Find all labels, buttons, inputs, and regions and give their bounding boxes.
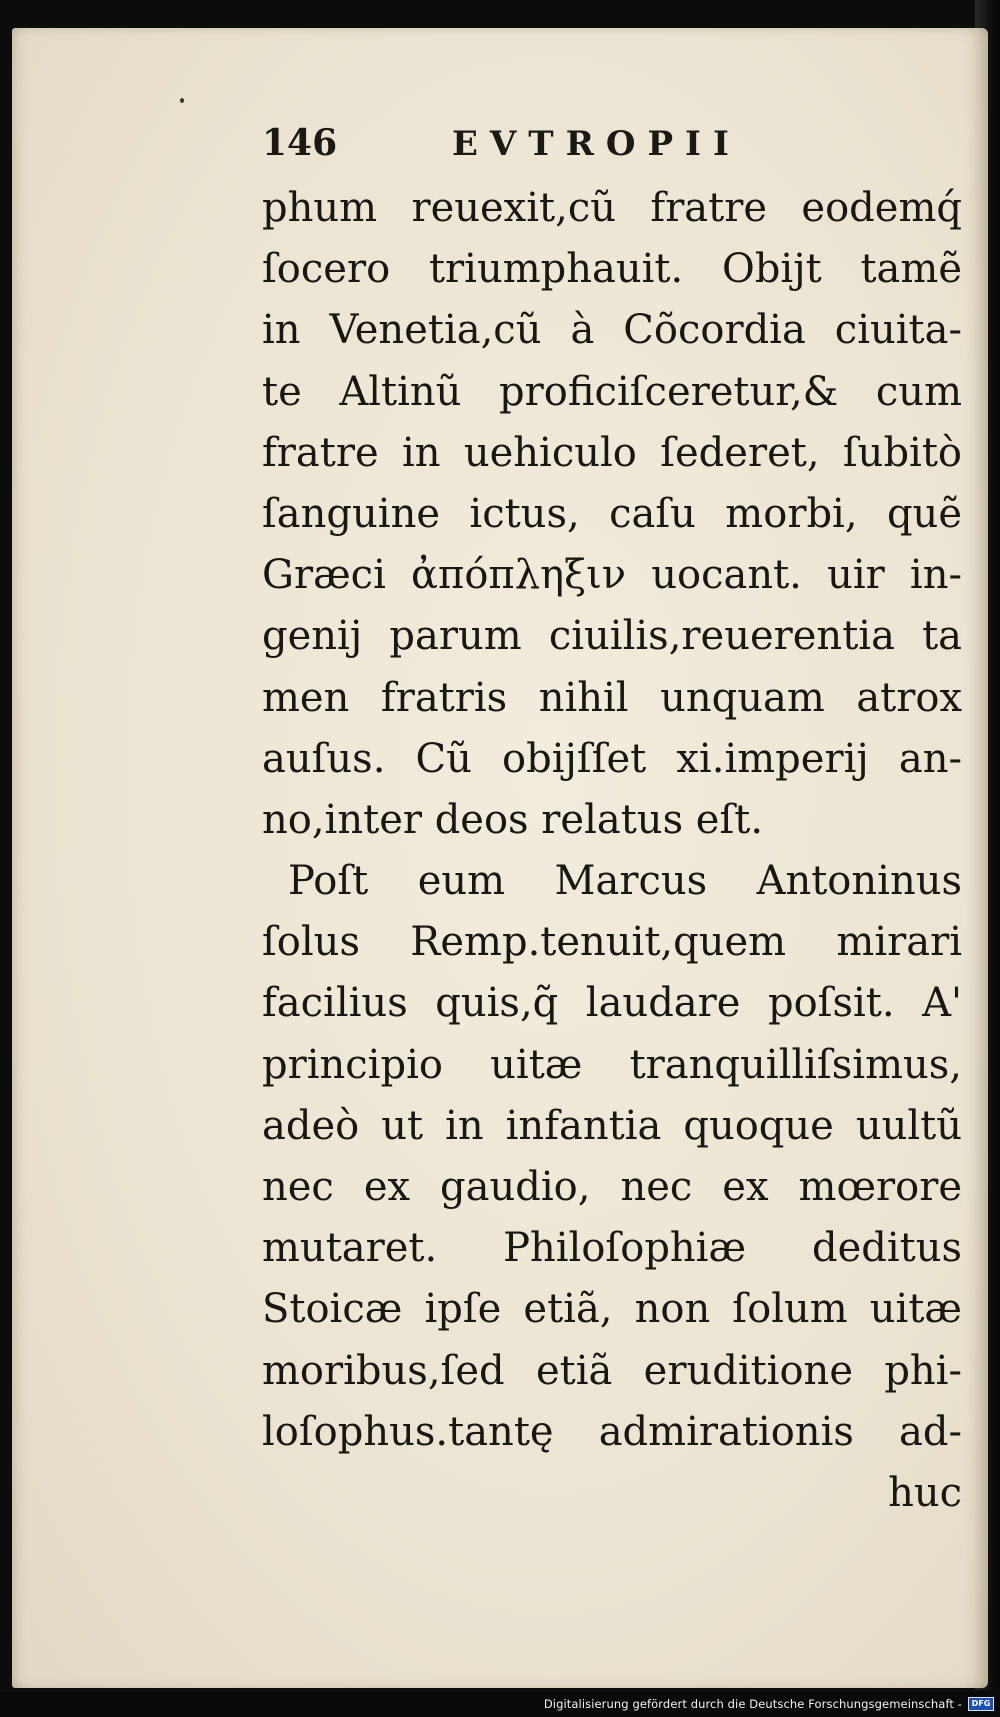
text-line: in Venetia,cũ à Cõcordia ciuita- [262,307,962,354]
text-line: genij parum ciuilis,reuerentia ta [262,613,962,660]
text-line: principio uitæ tranquilliſsimus, [262,1041,962,1088]
funding-notice: Digitalisierung gefördert durch die Deutsche Forschungsgemeinschaft - [543,1697,962,1711]
text-line: nec ex gaudio, nec ex mœrore [262,1164,962,1210]
text-line: phum reuexit,cũ fratre eodemq́ [262,185,962,231]
text-line: Stoicæ ipſe etiã, non ſolum uitæ [262,1286,962,1333]
dfg-logo: DFG [968,1697,994,1711]
text-line: auſus. Cũ obijſſet xi.imperij an- [262,735,962,782]
text-line: Poſt eum Marcus Antoninus [288,858,962,905]
ink-speck [180,98,184,103]
text-line: men fratris nihil unquam atrox [262,674,962,721]
text-line: ſocero triumphauit. Obijt tamẽ [262,246,962,293]
text-line: fratre in uehiculo ſederet, ſubitò [262,429,962,476]
body-text [262,178,962,1524]
text-line: loſophus.tantę admirationis ad- [262,1408,962,1455]
text-line: moribus,ſed etiã eruditione phi- [262,1347,962,1394]
text-line: adeò ut in infantia quoque uultũ [262,1102,962,1149]
page-number: 146 [262,122,338,164]
text-line: mutaret. Philoſophiæ deditus [262,1225,962,1272]
catchword: huc [888,1469,962,1516]
text-line: ſanguine ictus, caſu morbi, quẽ [262,490,962,537]
text-line: ſolus Remp.tenuit,quem mirari [262,919,962,966]
page-header [262,122,982,172]
text-line: facilius quis,q̃ laudare poſsit. A' [262,980,962,1027]
digitization-footer [0,1692,1000,1717]
text-line: no,inter deos relatus eſt. [262,796,764,843]
running-head: EVTROPII [452,124,741,164]
text-line: Græci ἀπόπληξιν uocant. uir in- [262,552,962,599]
text-line: te Altinũ proficiſceretur,& cum [262,368,962,415]
